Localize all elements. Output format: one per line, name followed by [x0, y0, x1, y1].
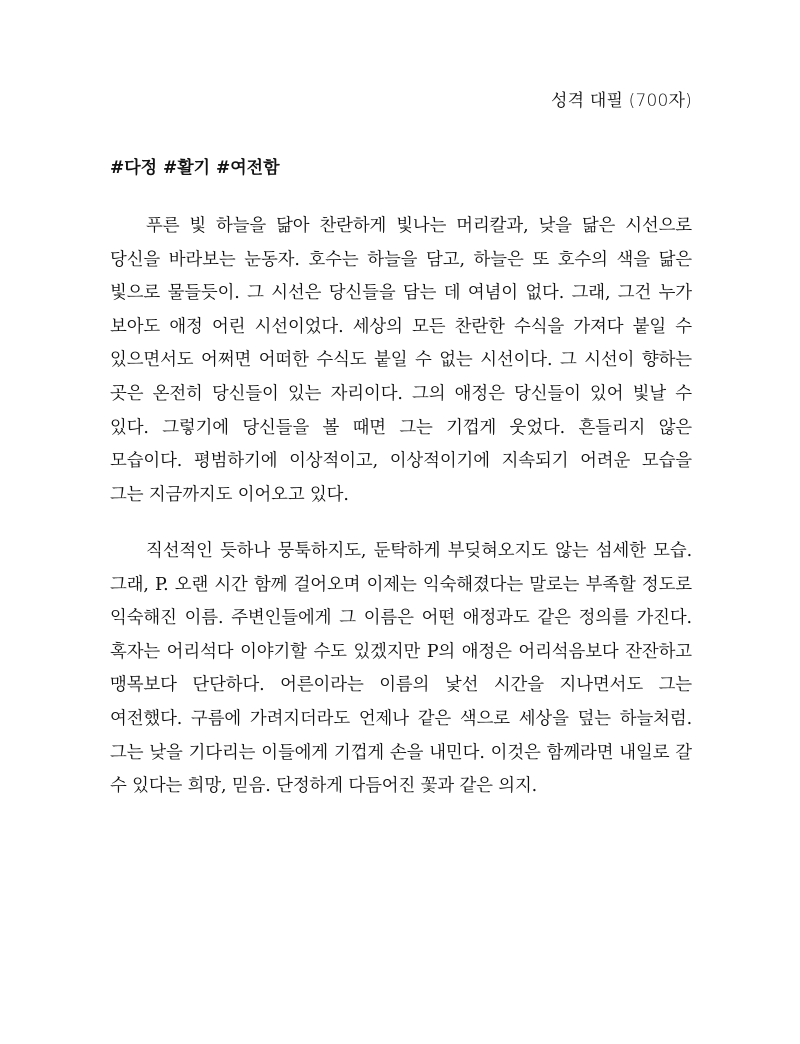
- paragraph-2: 직선적인 듯하나 뭉툭하지도, 둔탁하게 부딪혀오지도 않는 섬세한 모습. 그래, P. 오랜 시간 함께 걸어오며 이제는 익숙해졌다는 말로는 부족할 정도로 익숙해진 이름. 주변인들에게 그 이름은 어떤 애정과도 같은 정의를 가진다. 혹자는 어리석다 이야기할 수도 있겠지만 P의 애정은 어리석음보다 잔잔하고 맹목보다 단단하다. 어른이라는 이름의 낯선 시간을 지나면서도 그는 여전했다. 구름에 가려지더라도 언제나 같은 색으로 세상을 덮는 하늘처럼. 그는 낮을 기다리는 이들에게 기껍게 손을 내민다. 이것은 함께라면 내일로 갈 수 있다는 희망, 믿음. 단정하게 다듬어진 꽃과 같은 의지.: [110, 541, 692, 797]
- hashtag-line: #다정 #활기 #여전함: [110, 158, 280, 178]
- paragraph-1: 푸른 빛 하늘을 닮아 찬란하게 빛나는 머리칼과, 낮을 닮은 시선으로 당신을 바라보는 눈동자. 호수는 하늘을 담고, 하늘은 또 호수의 색을 닮은 빛으로 물들듯이. 그 시선은 당신들을 담는 데 여념이 없다. 그래, 그건 누가 보아도 애정 어린 시선이었다. 세상의 모든 찬란한 수식을 가져다 붙일 수 있으면서도 어쩌면 어떠한 수식도 붙일 수 없는 시선이다. 그 시선이 향하는 곳은 온전히 당신들이 있는 자리이다. 그의 애정은 당신들이 있어 빛날 수 있다. 그렇기에 당신들을 볼 때면 그는 기껍게 웃었다. 흔들리지 않은 모습이다. 평범하기에 이상적이고, 이상적이기에 지속되기 어려운 모습을 그는 지금까지도 이어오고 있다.: [110, 216, 692, 505]
- document-title: 성격 대필 (700자): [550, 91, 692, 111]
